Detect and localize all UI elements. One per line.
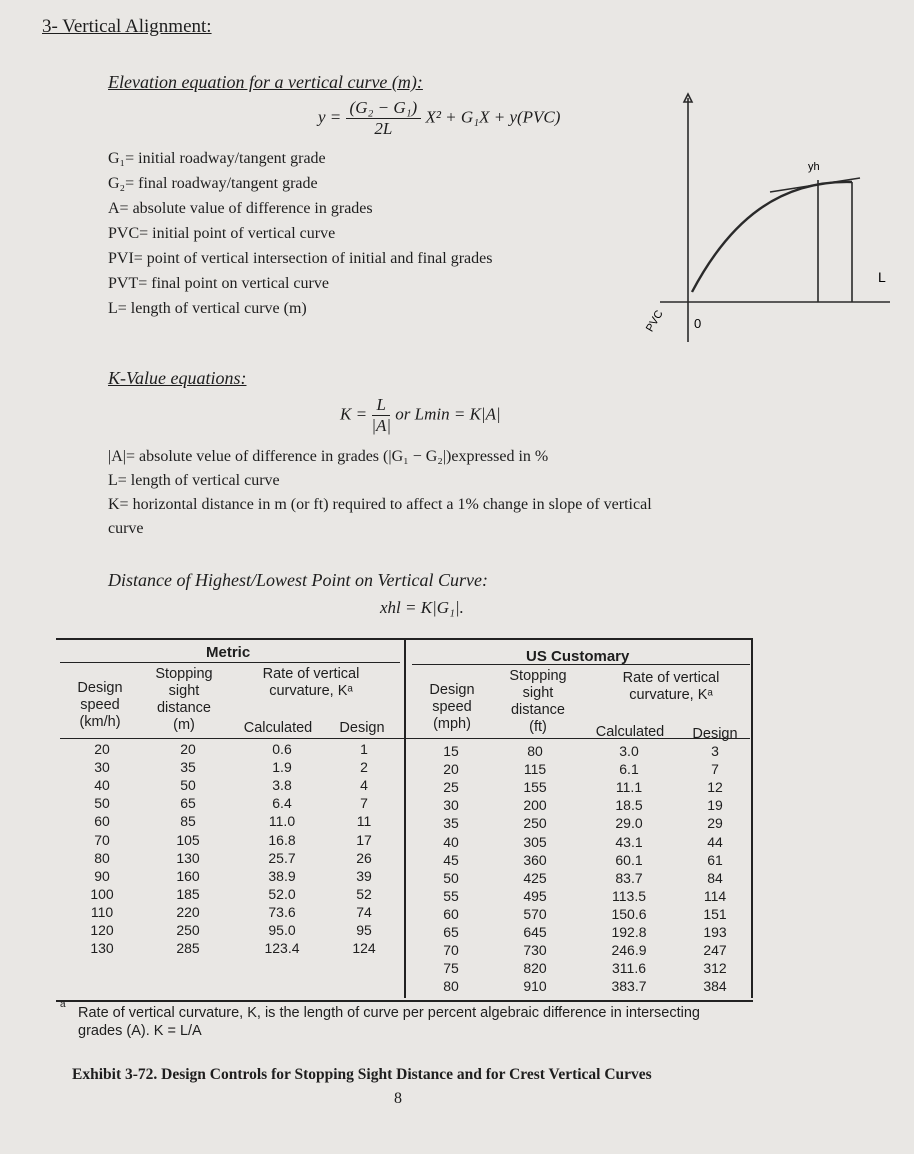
footnote-marker: a	[60, 999, 66, 1010]
us-cell: 247	[703, 942, 727, 959]
metric-cell: 130	[176, 849, 200, 866]
us-cell: 3	[711, 743, 719, 760]
us-calculated-header: Calculated	[595, 724, 665, 740]
metric-cell: 11.0	[268, 813, 296, 830]
metric-cell: 185	[176, 885, 200, 902]
us-cell: 200	[523, 797, 547, 814]
us-cell: 45	[443, 851, 459, 868]
us-row	[410, 796, 750, 814]
metric-cell: 26	[356, 849, 372, 866]
us-cell: 40	[443, 833, 459, 850]
us-cell: 311.6	[612, 960, 646, 977]
metric-cell: 110	[90, 903, 114, 920]
metric-calculated-header: Calculated	[243, 720, 313, 736]
definition-k-cont: curve	[108, 520, 144, 537]
metric-row	[60, 885, 396, 903]
us-cell: 25	[443, 779, 459, 796]
us-cell: 18.5	[615, 797, 643, 814]
us-cell: 113.5	[612, 887, 646, 904]
us-cell: 645	[523, 923, 547, 940]
us-cell: 383.7	[611, 978, 647, 995]
metric-cell: 11	[356, 813, 372, 830]
sketch-label-yh: yh	[808, 161, 820, 173]
metric-cell: 17	[356, 831, 372, 848]
us-cell: 15	[443, 743, 459, 760]
elevation-eq-num: (G₂ − G₁)	[346, 98, 422, 119]
us-cell: 50	[443, 869, 459, 886]
header-line: curvature, Kᵃ	[629, 687, 713, 703]
metric-cell: 60	[94, 813, 110, 830]
metric-cell: 50	[180, 777, 196, 794]
metric-cell: 160	[176, 867, 200, 884]
metric-cell: 6.4	[272, 795, 292, 812]
us-row	[410, 851, 750, 869]
metric-row	[60, 758, 396, 776]
metric-group-header: Metric	[206, 644, 251, 661]
header-line: (km/h)	[79, 714, 121, 730]
metric-cell: 74	[356, 903, 372, 920]
us-cell: 84	[707, 869, 723, 886]
us-design-header: Design	[692, 726, 738, 742]
header-line: curvature, Kᵃ	[269, 683, 353, 699]
us-cell: 44	[707, 833, 723, 850]
us-cell: 20	[443, 761, 459, 778]
metric-design-header: Design	[339, 720, 385, 736]
us-cell: 65	[443, 923, 459, 940]
definition-k: K= horizontal distance in m (or ft) required to affect a 1% change in slope of vertical	[108, 496, 652, 513]
us-group-rule	[412, 664, 750, 665]
us-cell: 60.1	[615, 851, 643, 868]
metric-cell: 85	[180, 813, 196, 830]
kvalue-eq-num: L	[372, 395, 389, 416]
us-cell: 115	[523, 761, 547, 778]
us-rate-header	[596, 670, 746, 704]
us-cell: 29	[707, 815, 723, 832]
us-cell: 730	[523, 942, 547, 959]
us-cell: 910	[523, 978, 547, 995]
metric-cell: 0.6	[272, 741, 292, 758]
us-cell: 43.1	[615, 833, 643, 850]
us-cell: 61	[707, 851, 723, 868]
definition-g1: G₁= initial roadway/tangent grade	[108, 150, 326, 167]
metric-cell: 105	[176, 831, 200, 848]
highest-title: Distance of Highest/Lowest Point on Vertical Curve:	[108, 570, 488, 590]
metric-cell: 4	[360, 777, 368, 794]
header-line: sight	[522, 685, 554, 701]
us-cell: 150.6	[611, 905, 647, 922]
us-cell: 30	[443, 797, 459, 814]
metric-cell: 220	[176, 903, 200, 920]
us-row	[410, 869, 750, 887]
kvalue-fraction	[371, 395, 391, 436]
metric-cell: 52.0	[268, 885, 296, 902]
metric-cell: 95.0	[268, 921, 296, 938]
definition-pvt: PVT= final point on vertical curve	[108, 275, 329, 292]
header-line: distance	[510, 702, 565, 718]
metric-row	[60, 794, 396, 812]
footnote: Rate of vertical curvature, K, is the length of curve per percent algebraic difference in intersecting grades (A). K = L/A	[78, 1005, 700, 1039]
metric-cell: 120	[90, 921, 114, 938]
kvalue-equation	[340, 395, 501, 436]
elevation-eq-lhs: y =	[318, 107, 342, 127]
us-cell: 155	[523, 779, 547, 796]
elevation-eq-den: 2L	[374, 119, 393, 138]
header-line: Design	[429, 682, 475, 698]
us-cell: 250	[523, 815, 547, 832]
metric-cell: 70	[94, 831, 110, 848]
exhibit-caption: Exhibit 3-72. Design Controls for Stopping Sight Distance and for Crest Vertical Curves	[72, 1066, 652, 1083]
metric-speed-header	[60, 680, 140, 731]
us-data-table	[410, 742, 750, 995]
metric-row	[60, 830, 396, 848]
metric-data-table	[60, 740, 396, 957]
us-stopping-header	[498, 668, 578, 736]
us-cell: 192.8	[611, 923, 647, 940]
metric-row	[60, 921, 396, 939]
metric-cell: 65	[180, 795, 196, 812]
metric-cell: 90	[94, 867, 110, 884]
header-line: speed	[80, 697, 120, 713]
metric-row	[60, 849, 396, 867]
us-cell: 29.0	[615, 815, 643, 832]
us-cell: 193	[703, 923, 727, 940]
us-row	[410, 905, 750, 923]
metric-cell: 25.7	[268, 849, 296, 866]
header-line: (mph)	[433, 716, 471, 732]
metric-cell: 100	[90, 885, 114, 902]
metric-stopping-header	[144, 666, 224, 734]
kvalue-eq-rest: or Lmin = K|A|	[395, 404, 501, 424]
header-line: speed	[432, 699, 472, 715]
metric-cell: 124	[352, 940, 376, 957]
metric-cell: 16.8	[268, 831, 296, 848]
definition-l2: L= length of vertical curve	[108, 472, 280, 489]
us-cell: 80	[443, 978, 459, 995]
section-heading: 3- Vertical Alignment:	[42, 16, 212, 37]
us-cell: 11.1	[615, 779, 643, 796]
sketch-tangent	[770, 178, 860, 192]
us-cell: 114	[703, 887, 727, 904]
us-cell: 19	[707, 797, 723, 814]
metric-cell: 50	[94, 795, 110, 812]
metric-cell: 95	[356, 921, 372, 938]
header-line: Stopping	[509, 668, 567, 684]
metric-cell: 1.9	[272, 759, 292, 776]
definition-l: L= length of vertical curve (m)	[108, 300, 307, 317]
us-row	[410, 887, 750, 905]
metric-cell: 73.6	[268, 903, 296, 920]
elevation-eq-rest: X² + G₁X + y(PVC)	[425, 107, 561, 127]
us-cell: 570	[523, 905, 547, 922]
us-cell: 820	[523, 960, 547, 977]
header-line: Rate of vertical	[622, 670, 720, 686]
header-line: Rate of vertical	[262, 666, 360, 682]
metric-cell: 35	[180, 759, 196, 776]
us-row	[410, 923, 750, 941]
metric-cell: 130	[90, 940, 114, 957]
elevation-fraction	[346, 98, 422, 139]
us-cell: 360	[523, 851, 547, 868]
metric-cell: 20	[180, 741, 196, 758]
us-cell: 80	[527, 743, 543, 760]
us-row	[410, 778, 750, 796]
us-cell: 305	[523, 833, 547, 850]
table-right-border	[751, 640, 753, 998]
us-row	[410, 941, 750, 959]
sketch-curve	[692, 182, 852, 292]
definition-a: A= absolute value of difference in grades	[108, 200, 373, 217]
header-line: distance	[156, 700, 211, 716]
hand-sketch	[620, 80, 910, 350]
us-cell: 83.7	[615, 869, 643, 886]
us-row	[410, 959, 750, 977]
elevation-equation	[318, 98, 560, 139]
metric-cell: 123.4	[264, 940, 300, 957]
highest-equation: xhl = K|G₁|.	[380, 598, 464, 617]
elevation-title: Elevation equation for a vertical curve (m):	[108, 72, 423, 92]
header-line: sight	[168, 683, 200, 699]
header-line: Design	[77, 680, 123, 696]
us-row	[410, 814, 750, 832]
metric-cell: 1	[360, 741, 368, 758]
definition-pvc: PVC= initial point of vertical curve	[108, 225, 336, 242]
metric-row	[60, 740, 396, 758]
us-cell: 12	[707, 779, 723, 796]
us-cell: 246.9	[611, 942, 647, 959]
us-cell: 3.0	[619, 743, 639, 760]
metric-rate-header	[236, 666, 386, 700]
metric-cell: 40	[94, 777, 110, 794]
definition-pvi: PVI= point of vertical intersection of initial and final grades	[108, 250, 493, 267]
us-cell: 6.1	[619, 761, 639, 778]
metric-cell: 30	[94, 759, 110, 776]
metric-group-rule	[60, 662, 400, 663]
page-number: 8	[394, 1090, 402, 1107]
us-row	[410, 977, 750, 995]
metric-cell: 80	[94, 849, 110, 866]
metric-cell: 2	[360, 759, 368, 776]
metric-cell: 7	[360, 795, 368, 812]
us-cell: 35	[443, 815, 459, 832]
metric-cell: 52	[356, 885, 372, 902]
us-group-header: US Customary	[526, 648, 630, 665]
sketch-label-pvc: PVC	[643, 308, 666, 334]
metric-row	[60, 812, 396, 830]
us-cell: 312	[703, 960, 727, 977]
metric-row	[60, 867, 396, 885]
us-cell: 425	[523, 869, 547, 886]
us-cell: 60	[443, 905, 459, 922]
kvalue-title: K-Value equations:	[108, 368, 247, 388]
us-cell: 151	[703, 905, 727, 922]
metric-cell: 38.9	[268, 867, 296, 884]
metric-cell: 20	[94, 741, 110, 758]
us-row	[410, 832, 750, 850]
metric-row	[60, 776, 396, 794]
us-cell: 495	[523, 887, 547, 904]
us-row	[410, 760, 750, 778]
definition-abs-a: |A|= absolute velue of difference in grades (|G₁ − G₂|)expressed in %	[108, 448, 549, 465]
kvalue-eq-lhs: K =	[340, 404, 368, 424]
sketch-label-zero: 0	[694, 316, 702, 331]
metric-row	[60, 903, 396, 921]
us-row	[410, 742, 750, 760]
us-cell: 384	[703, 978, 727, 995]
metric-cell: 39	[356, 867, 372, 884]
kvalue-eq-den: |A|	[371, 416, 392, 435]
us-cell: 55	[443, 887, 459, 904]
header-line: Stopping	[155, 666, 213, 682]
header-line: (m)	[173, 717, 195, 733]
table-divider	[404, 640, 406, 998]
header-line: (ft)	[529, 719, 547, 735]
us-speed-header	[414, 682, 490, 733]
metric-row	[60, 939, 396, 957]
us-cell: 7	[711, 761, 719, 778]
sketch-label-l: L	[878, 269, 886, 285]
design-controls-table	[56, 638, 753, 1002]
definition-g2: G₂= final roadway/tangent grade	[108, 175, 318, 192]
us-cell: 75	[443, 960, 459, 977]
metric-cell: 3.8	[272, 777, 292, 794]
metric-cell: 250	[176, 921, 200, 938]
us-cell: 70	[443, 942, 459, 959]
metric-cell: 285	[176, 940, 200, 957]
